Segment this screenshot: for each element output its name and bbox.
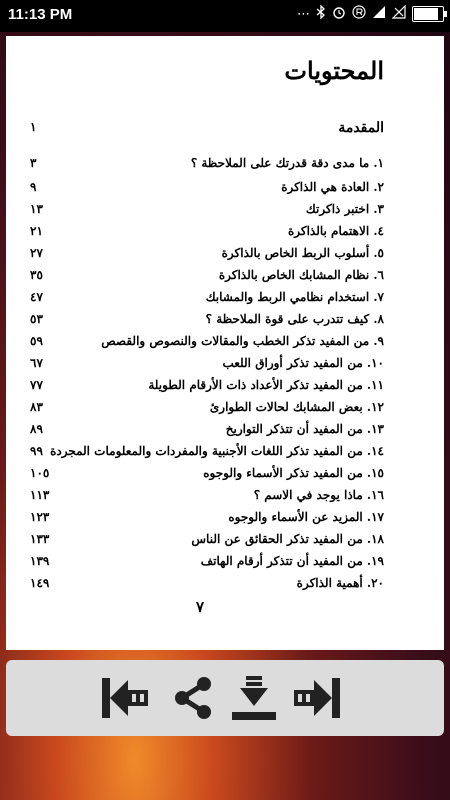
toc-entry — [6, 268, 444, 288]
toc-entry-title: ٢٠. أهمية الذاكرة — [296, 576, 384, 590]
toc-entry-page: ١٢٣ — [30, 510, 50, 524]
signal-icon — [372, 5, 386, 23]
skip-back-icon — [98, 670, 154, 726]
toc-entry — [6, 422, 444, 442]
toc-entry — [6, 120, 444, 140]
toc-entry-page: ٦٧ — [30, 356, 43, 370]
toc-entry — [6, 576, 444, 596]
toc-entry — [6, 554, 444, 574]
toc-entry — [6, 378, 444, 398]
status-icons — [297, 5, 444, 23]
toc-entry — [6, 444, 444, 464]
toc-entry-title: ٥. أسلوب الربط الخاص بالذاكرة — [221, 246, 384, 260]
toc-entry-page: ٧٧ — [30, 378, 43, 392]
toc-entry-page: ٥٩ — [30, 334, 43, 348]
toc-entry-page: ١ — [30, 120, 37, 134]
toc-entry-page: ٤٧ — [30, 290, 43, 304]
next-page-button[interactable] — [288, 670, 344, 726]
toc-entry — [6, 356, 444, 376]
battery-fill — [414, 8, 438, 20]
toc-entry-page: ٢٧ — [30, 246, 43, 260]
toc-entry — [6, 510, 444, 530]
status-time: 11:13 PM — [8, 6, 73, 23]
toc-entry-title: ٢. العادة هي الذاكرة — [281, 180, 384, 194]
skip-forward-icon — [288, 670, 344, 726]
toc-entry-page: ٢١ — [30, 224, 43, 238]
toc-entry-title: ١١. من المفيد تذكر الأعداد ذات الأرقام الطويلة — [148, 378, 384, 392]
bottom-toolbar — [6, 660, 444, 736]
dots-icon: ⋯ — [297, 6, 310, 22]
toc-entry-page: ٣ — [30, 156, 37, 170]
status-bar — [0, 0, 450, 32]
previous-page-button[interactable] — [98, 670, 154, 726]
toc-entry-page: ١٣٣ — [30, 532, 50, 546]
toc-entry-title: ١٢. بعض المشابك لحالات الطوارئ — [209, 400, 384, 414]
toc-entry-title: ١٧. المزيد عن الأسماء والوجوه — [228, 510, 384, 524]
toc-entry-page: ٩ — [30, 180, 37, 194]
toc-entry-title: ١٦. ماذا يوجد في الاسم ؟ — [253, 488, 384, 502]
toc-entry — [6, 532, 444, 552]
toc-entry-title: ١٣. من المفيد أن تتذكر التواريخ — [225, 422, 384, 436]
toc-entry — [6, 224, 444, 244]
toc-entry — [6, 246, 444, 266]
alarm-icon — [332, 5, 346, 23]
toc-entry-page: ٩٩ — [30, 444, 43, 458]
registered-icon — [352, 5, 366, 23]
toc-entry-page: ١٤٩ — [30, 576, 50, 590]
toc-entry-title: المقدمة — [338, 120, 384, 136]
toc-entry — [6, 312, 444, 332]
toc-entry-title: ٤. الاهتمام بالذاكرة — [287, 224, 384, 238]
share-icon — [166, 670, 222, 726]
toc-entry-title: ١٨. من المفيد تذكر الحقائق عن الناس — [191, 532, 384, 546]
book-page — [6, 36, 444, 650]
toc-entry-page: ١١٣ — [30, 488, 50, 502]
toc-entry-title: ٦. نظام المشابك الخاص بالذاكرة — [218, 268, 384, 282]
download-icon — [226, 670, 282, 726]
battery-icon — [412, 6, 444, 22]
toc-entry-title: ١٤. من المفيد تذكر اللغات الأجنبية والمفردات والمعلومات المجردة — [50, 444, 384, 458]
page-number: ٧ — [196, 598, 205, 616]
toc-entry-page: ٥٣ — [30, 312, 43, 326]
toc-entry-title: ٣. اختبر ذاكرتك — [305, 202, 384, 216]
toc-entry — [6, 400, 444, 420]
toc-entry-title: ٩. من المفيد تذكر الخطب والمقالات والنصوص والقصص — [101, 334, 384, 348]
toc-entry — [6, 466, 444, 486]
toc-entry-page: ١٠٥ — [30, 466, 50, 480]
toc-entry-title: ١. ما مدى دقة قدرتك على الملاحظة ؟ — [190, 156, 384, 170]
toc-entry — [6, 488, 444, 508]
toc-entry — [6, 180, 444, 200]
toc-entry — [6, 334, 444, 354]
toc-entry-page: ١٣ — [30, 202, 43, 216]
toc-entry-title: ٨. كيف تتدرب على قوة الملاحظة ؟ — [205, 312, 384, 326]
toc-entry-page: ٨٩ — [30, 422, 43, 436]
toc-entry — [6, 202, 444, 222]
share-button[interactable] — [166, 670, 222, 726]
toc-entry-page: ١٣٩ — [30, 554, 50, 568]
toc-entry-page: ٣٥ — [30, 268, 43, 282]
toc-entry-title: ٧. استخدام نظامي الربط والمشابك — [205, 290, 384, 304]
toc-entry — [6, 156, 444, 176]
toc-entry-title: ١٥. من المفيد تذكر الأسماء والوجوه — [203, 466, 384, 480]
download-button[interactable] — [226, 670, 282, 726]
toc-entry-title: ١٩. من المفيد أن تتذكر أرقام الهاتف — [200, 554, 384, 568]
toc-entry-title: ١٠. من المفيد تذكر أوراق اللعب — [222, 356, 384, 370]
toc-entry-page: ٨٣ — [30, 400, 43, 414]
no-sim-icon — [392, 5, 406, 23]
bluetooth-icon — [316, 5, 326, 23]
page-title: المحتويات — [284, 56, 384, 85]
toc-entry — [6, 290, 444, 310]
